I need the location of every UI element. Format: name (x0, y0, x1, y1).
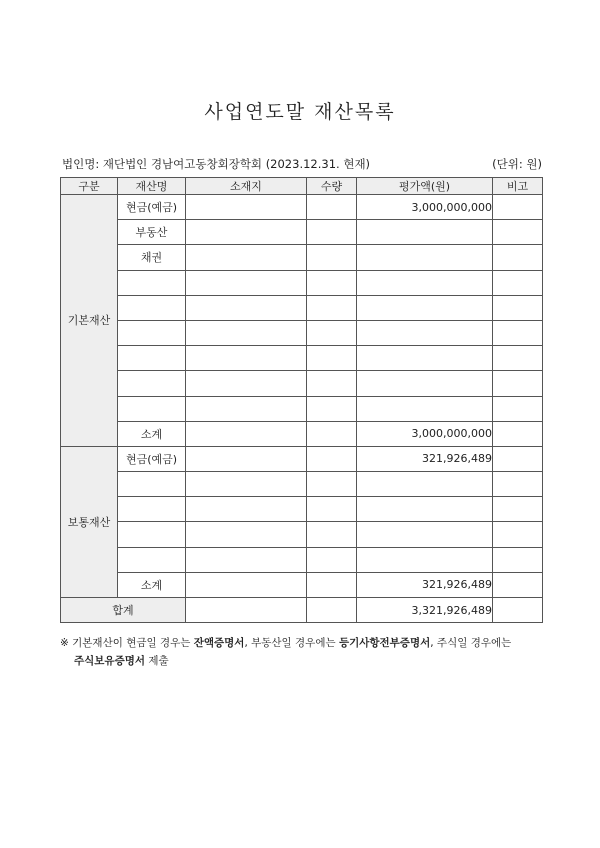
remarks-cell (493, 220, 543, 245)
footnote-bold: 등기사항전부증명서 (338, 637, 431, 649)
table-row (61, 346, 543, 371)
table-row (61, 396, 543, 421)
header-category: 구분 (61, 178, 118, 195)
subtotal-row (61, 572, 543, 597)
value-cell (357, 522, 493, 547)
footnote-bold: 잔액증명서 (193, 637, 245, 649)
location-cell (186, 270, 307, 295)
remarks-cell (493, 421, 543, 446)
quantity-cell (307, 320, 357, 345)
value-cell: 321,926,489 (357, 446, 493, 471)
location-cell (186, 522, 307, 547)
table-body (61, 195, 543, 623)
corp-name-label: 법인명: 재단법인 경남여고동창회장학회 (2023.12.31. 현재) (62, 157, 371, 171)
value-cell (357, 547, 493, 572)
footnote-bold: 주식보유증명서 (74, 655, 146, 667)
header-value: 평가액(원) (357, 178, 493, 195)
location-cell (186, 371, 307, 396)
quantity-cell (307, 245, 357, 270)
group-label: 기본재산 (61, 195, 118, 447)
remarks-cell (493, 295, 543, 320)
corp-info-line (62, 156, 542, 172)
property-name-cell (118, 472, 186, 497)
page-title: 사업연도말 재산목록 (204, 101, 396, 123)
property-name-cell (118, 320, 186, 345)
subtotal-row (61, 421, 543, 446)
location-cell (186, 346, 307, 371)
table-row (61, 497, 543, 522)
remarks-cell (493, 598, 543, 623)
value-cell (357, 245, 493, 270)
table-row (61, 371, 543, 396)
table-row (61, 446, 543, 471)
property-name-cell (118, 547, 186, 572)
remarks-cell (493, 371, 543, 396)
quantity-cell (307, 220, 357, 245)
table-row (61, 320, 543, 345)
header-property-name: 재산명 (118, 178, 186, 195)
location-cell (186, 497, 307, 522)
table-row (61, 472, 543, 497)
value-cell (357, 472, 493, 497)
quantity-cell (307, 522, 357, 547)
location-cell (186, 598, 307, 623)
table-row (61, 270, 543, 295)
property-name-cell (118, 396, 186, 421)
footnote-text: 제출 (145, 655, 169, 667)
quantity-cell (307, 572, 357, 597)
location-cell (186, 547, 307, 572)
subtotal-label: 소계 (118, 572, 186, 597)
property-name-cell (118, 371, 186, 396)
footnote (60, 634, 550, 670)
location-cell (186, 220, 307, 245)
group-label: 보통재산 (61, 446, 118, 597)
value-cell (357, 396, 493, 421)
remarks-cell (493, 572, 543, 597)
quantity-cell (307, 446, 357, 471)
location-cell (186, 446, 307, 471)
value-cell: 3,000,000,000 (357, 195, 493, 220)
header-location: 소재지 (186, 178, 307, 195)
table-row (61, 245, 543, 270)
property-name-cell: 현금(예금) (118, 195, 186, 220)
footnote-line-1 (60, 634, 550, 652)
quantity-cell (307, 547, 357, 572)
subtotal-label: 소계 (118, 421, 186, 446)
remarks-cell (493, 245, 543, 270)
value-cell (357, 220, 493, 245)
remarks-cell (493, 346, 543, 371)
value-cell (357, 497, 493, 522)
table-row (61, 195, 543, 220)
location-cell (186, 421, 307, 446)
quantity-cell (307, 371, 357, 396)
subtotal-value: 3,000,000,000 (357, 421, 493, 446)
total-value: 3,321,926,489 (357, 598, 493, 623)
table-row (61, 522, 543, 547)
remarks-cell (493, 396, 543, 421)
location-cell (186, 472, 307, 497)
table-row (61, 295, 543, 320)
location-cell (186, 295, 307, 320)
value-cell (357, 320, 493, 345)
header-quantity: 수량 (307, 178, 357, 195)
footnote-text: ※ 기본재산이 현금일 경우는 (60, 637, 194, 649)
property-name-cell: 채권 (118, 245, 186, 270)
header-remarks: 비고 (493, 178, 543, 195)
location-cell (186, 195, 307, 220)
quantity-cell (307, 295, 357, 320)
property-name-cell (118, 497, 186, 522)
property-name-cell (118, 295, 186, 320)
table-row (61, 547, 543, 572)
subtotal-value: 321,926,489 (357, 572, 493, 597)
property-name-cell (118, 270, 186, 295)
quantity-cell (307, 396, 357, 421)
remarks-cell (493, 320, 543, 345)
total-label: 합계 (61, 598, 186, 623)
location-cell (186, 245, 307, 270)
table-header-row (61, 178, 543, 195)
quantity-cell (307, 421, 357, 446)
remarks-cell (493, 497, 543, 522)
property-table (60, 177, 543, 623)
footnote-text: , 주식일 경우에는 (430, 637, 512, 649)
remarks-cell (493, 547, 543, 572)
remarks-cell (493, 522, 543, 547)
quantity-cell (307, 270, 357, 295)
location-cell (186, 320, 307, 345)
property-name-cell (118, 522, 186, 547)
unit-label: (단위: 원) (492, 157, 542, 171)
remarks-cell (493, 270, 543, 295)
quantity-cell (307, 195, 357, 220)
remarks-cell (493, 446, 543, 471)
property-name-cell: 부동산 (118, 220, 186, 245)
remarks-cell (493, 472, 543, 497)
property-name-cell: 현금(예금) (118, 446, 186, 471)
value-cell (357, 371, 493, 396)
quantity-cell (307, 472, 357, 497)
remarks-cell (493, 195, 543, 220)
value-cell (357, 270, 493, 295)
quantity-cell (307, 497, 357, 522)
footnote-line-2 (60, 652, 550, 670)
location-cell (186, 572, 307, 597)
footnote-text: , 부동산일 경우에는 (244, 637, 339, 649)
value-cell (357, 346, 493, 371)
location-cell (186, 396, 307, 421)
table-row (61, 220, 543, 245)
total-row (61, 598, 543, 623)
quantity-cell (307, 598, 357, 623)
quantity-cell (307, 346, 357, 371)
value-cell (357, 295, 493, 320)
property-name-cell (118, 346, 186, 371)
